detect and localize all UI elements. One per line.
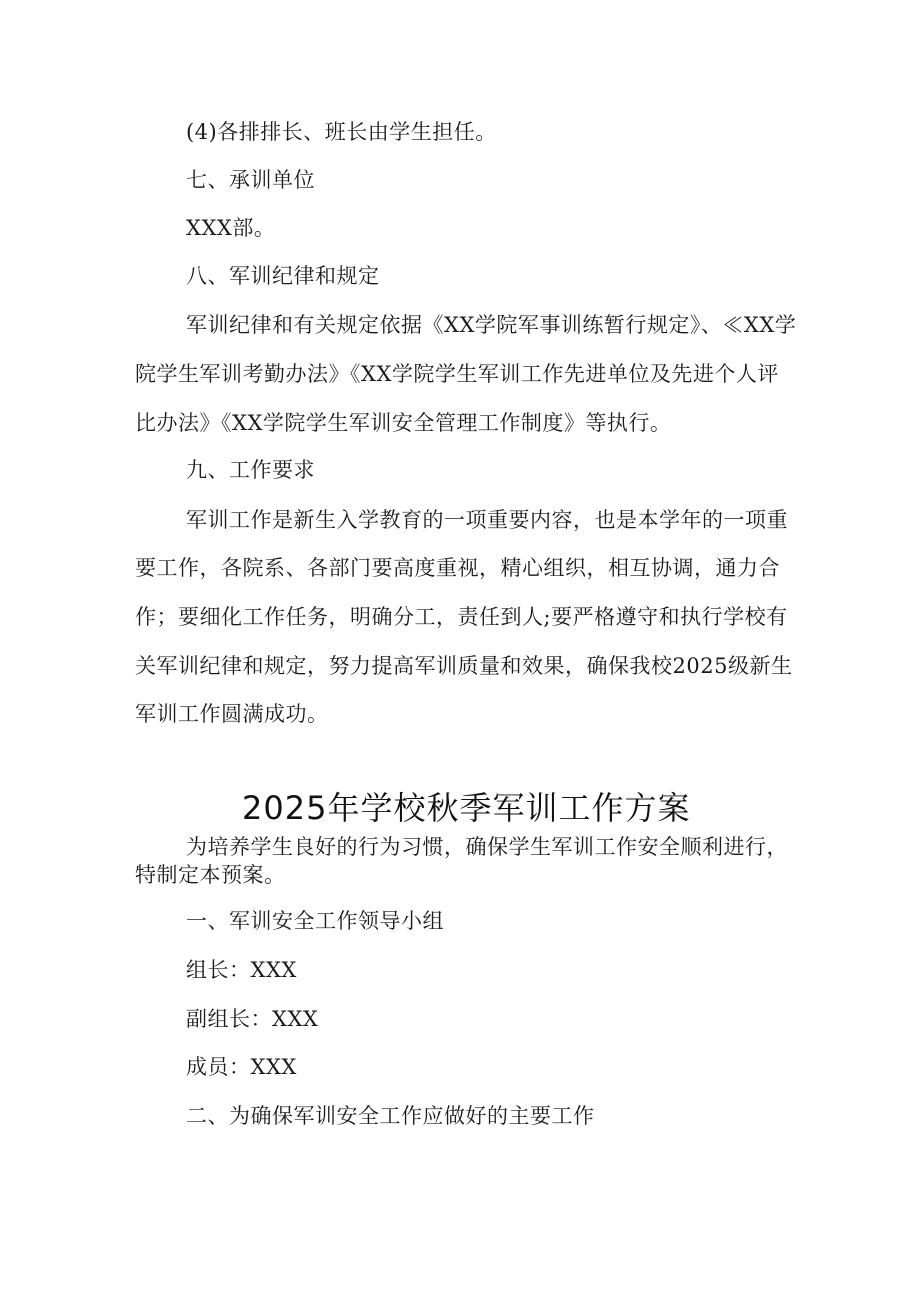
paragraph-requirements-line-1: 军训工作是新生入学教育的一项重要内容，也是本学年的一项重 bbox=[186, 508, 788, 532]
paragraph-discipline-line-2: 院学生军训考勤办法》《XX学院学生军训工作先进单位及先进个人评 bbox=[135, 362, 779, 386]
intro-line-1: 为培养学生良好的行为习惯，确保学生军训工作安全顺利进行， bbox=[186, 835, 788, 859]
paragraph-discipline-line-3: 比办法》《XX学院学生军训安全管理工作制度》等执行。 bbox=[135, 411, 672, 435]
heading-9: 九、工作要求 bbox=[186, 458, 315, 482]
heading-8: 八、军训纪律和规定 bbox=[186, 264, 380, 288]
document-title: 2025年学校秋季军训工作方案 bbox=[242, 789, 691, 827]
paragraph-requirements-line-2: 要工作，各院系、各部门要高度重视，精心组织，相互协调，通力合 bbox=[135, 556, 780, 580]
paragraph-requirements-line-3: 作；要细化工作任务，明确分工，责任到人;要严格遵守和执行学校有 bbox=[135, 605, 788, 629]
heading-1: 一、军训安全工作领导小组 bbox=[186, 909, 444, 933]
heading-2: 二、为确保军训安全工作应做好的主要工作 bbox=[186, 1104, 595, 1128]
members-line: 成员：XXX bbox=[186, 1055, 297, 1079]
training-unit-text: XXX部。 bbox=[186, 216, 276, 240]
paragraph-discipline-line-1: 军训纪律和有关规定依据《XX学院军事训练暂行规定》、≪XX学 bbox=[186, 313, 797, 337]
intro-line-2: 特制定本预案。 bbox=[135, 863, 286, 887]
leader-line: 组长：XXX bbox=[186, 958, 297, 982]
vice-leader-line: 副组长：XXX bbox=[186, 1007, 319, 1031]
item-4-text: (4)各排排长、班长由学生担任。 bbox=[186, 120, 497, 144]
paragraph-requirements-line-5: 军训工作圆满成功。 bbox=[135, 702, 329, 726]
heading-7: 七、承训单位 bbox=[186, 168, 315, 192]
paragraph-requirements-line-4: 关军训纪律和规定，努力提高军训质量和效果，确保我校2025级新生 bbox=[135, 654, 793, 678]
